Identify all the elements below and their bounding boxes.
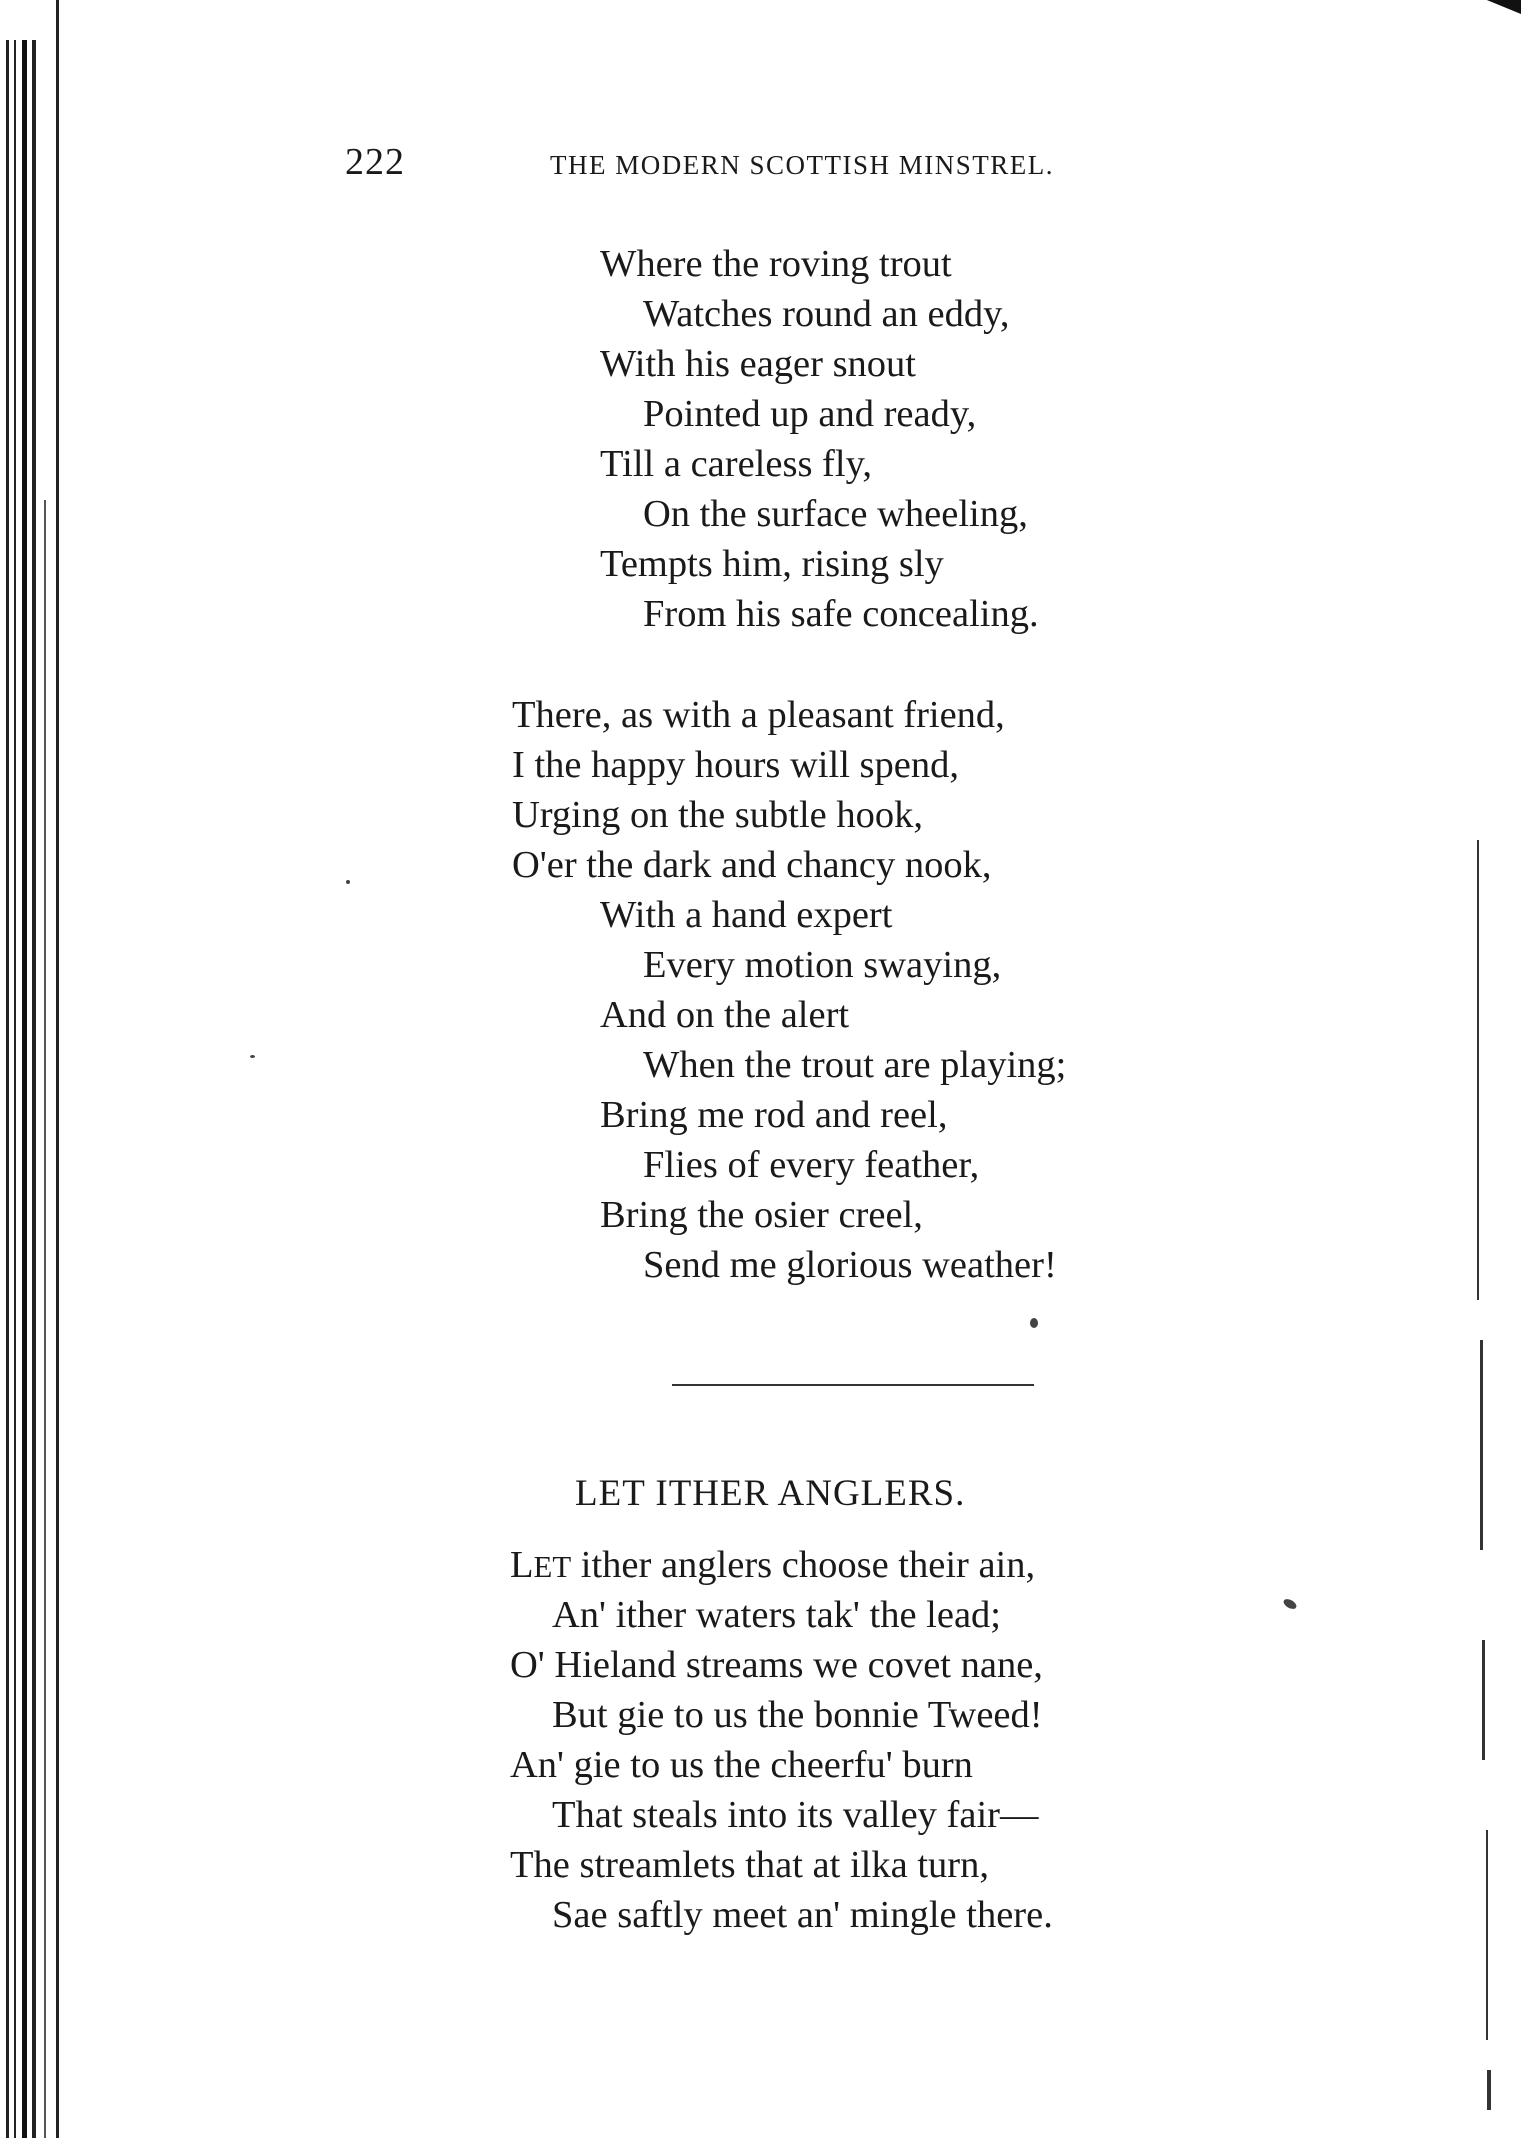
poem-line: Where the roving trout xyxy=(600,243,952,285)
poem-line-first xyxy=(510,1546,1035,1585)
poem-line: The streamlets that at ilka turn, xyxy=(510,1844,989,1886)
poem-line: And on the alert xyxy=(600,994,850,1036)
margin-rule xyxy=(1482,1640,1485,1760)
poem-line: Send me glorious weather! xyxy=(643,1244,1057,1286)
poem-line: I the happy hours will spend, xyxy=(512,744,959,786)
poem-line: But gie to us the bonnie Tweed! xyxy=(552,1694,1043,1736)
poem-line: Sae saftly meet an' mingle there. xyxy=(552,1894,1053,1936)
first-line-rest: ither anglers choose their ain, xyxy=(571,1544,1036,1586)
poem-line: With his eager snout xyxy=(600,343,917,385)
poem-line: Every motion swaying, xyxy=(643,944,1002,986)
poem-line: O'er the dark and chancy nook, xyxy=(512,844,992,886)
poem-line: When the trout are playing; xyxy=(643,1044,1067,1086)
first-word-rest: ET xyxy=(533,1550,572,1584)
page-header xyxy=(345,140,1160,190)
corner-mark xyxy=(1461,0,1521,14)
page-number: 222 xyxy=(345,141,405,183)
poem-line: Watches round an eddy, xyxy=(643,293,1010,335)
poem-line: Flies of every feather, xyxy=(643,1144,980,1186)
poem-line: Urging on the subtle hook, xyxy=(512,794,923,836)
ink-speck xyxy=(250,1055,255,1058)
margin-rule xyxy=(1477,840,1479,1300)
poem-line: Pointed up and ready, xyxy=(643,393,977,435)
ink-speck xyxy=(1030,1318,1038,1328)
gutter-line xyxy=(22,40,27,2138)
poem-line: O' Hieland streams we covet nane, xyxy=(510,1644,1043,1686)
poem-title: LET ITHER ANGLERS. xyxy=(575,1473,966,1514)
gutter-line xyxy=(14,40,16,2138)
poem-line: That steals into its valley fair— xyxy=(552,1794,1039,1836)
drop-initial: L xyxy=(510,1544,534,1586)
gutter-line xyxy=(44,500,46,2138)
poem-line: From his safe concealing. xyxy=(643,593,1039,635)
poem-line: Tempts him, rising sly xyxy=(600,543,944,585)
gutter-line xyxy=(56,0,59,2138)
margin-rule xyxy=(1480,1340,1483,1550)
gutter-line xyxy=(32,40,36,2138)
running-head: THE MODERN SCOTTISH MINSTREL. xyxy=(550,150,1055,180)
poem-line: There, as with a pleasant friend, xyxy=(512,694,1005,736)
section-divider xyxy=(672,1384,1034,1386)
poem-line: On the surface wheeling, xyxy=(643,493,1028,535)
margin-rule xyxy=(1486,1830,1488,2040)
poem-line: An' ither waters tak' the lead; xyxy=(552,1594,1001,1636)
gutter-line xyxy=(6,40,9,2138)
poem-line: Bring the osier creel, xyxy=(600,1194,923,1236)
poem-line: Till a careless fly, xyxy=(600,443,872,485)
margin-rule xyxy=(1487,2070,1491,2110)
ink-speck xyxy=(1282,1597,1298,1611)
ink-speck xyxy=(346,880,350,884)
poem-line: With a hand expert xyxy=(600,894,893,936)
binding-gutter xyxy=(0,0,70,2138)
poem-line: An' gie to us the cheerfu' burn xyxy=(510,1744,973,1786)
poem-line: Bring me rod and reel, xyxy=(600,1094,948,1136)
